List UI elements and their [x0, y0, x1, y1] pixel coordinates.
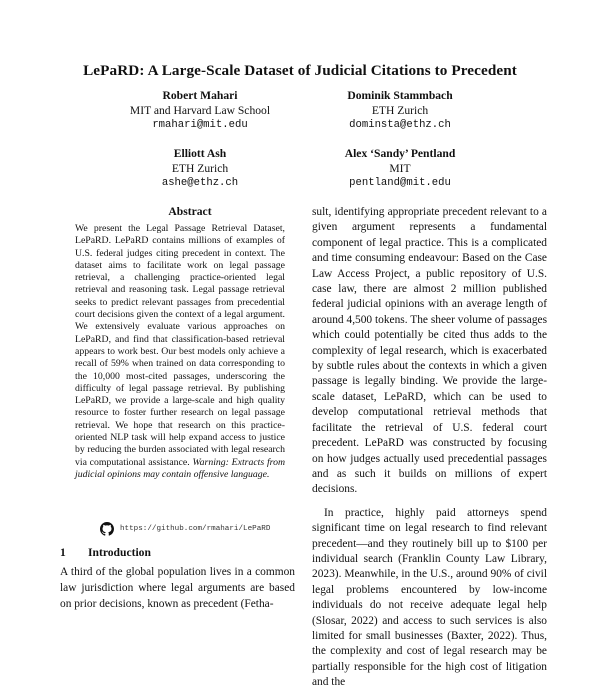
abstract-text: [75, 223, 285, 481]
author-email[interactable]: pentland@mit.edu: [349, 177, 451, 189]
section-title: Introduction: [88, 546, 151, 559]
github-link-row[interactable]: [100, 522, 270, 536]
section-heading: [60, 546, 151, 559]
author-affiliation: ETH Zurich: [171, 162, 229, 175]
author-affiliation: ETH Zurich: [371, 104, 429, 117]
abstract-warning: Warning: Extracts from judicial opinions may contain offensive language.: [75, 456, 286, 480]
author-email[interactable]: dominsta@ethz.ch: [349, 119, 451, 131]
author-affiliation: MIT: [389, 162, 411, 175]
github-icon: [100, 522, 114, 536]
section-number: 1: [60, 546, 66, 559]
author-name: Dominik Stammbach: [347, 89, 453, 102]
paper-title: LePaRD: A Large-Scale Dataset of Judicial Citations to Precedent: [83, 62, 517, 79]
author-block: [280, 88, 520, 133]
author-affiliation: MIT and Harvard Law School: [129, 104, 271, 117]
abstract-heading: Abstract: [168, 205, 212, 218]
intro-paragraph: A third of the global population lives in a common law jurisdiction where legal arguments are based on prior decisions, known as precedent (Fetha-: [60, 566, 295, 610]
body-paragraph: In practice, highly paid attorneys spend significant time on legal research to find relevant precedent—and they routinely bill up to $100 per individual search (Franklin County Law Library, 2023). Meanwhile, in the U.S., around 90% of civil legal problems encountered by low-income individuals do not receive adequate legal help (Slosar, 2022) and access to such services is also limited for small businesses (Baxter, 2022). Thus, the complexity and cost of legal research may be partially responsible for the high cost of litigation and the: [312, 506, 547, 689]
abstract-body: We present the Legal Passage Retrieval Dataset, LePaRD. LePaRD contains millions of examples of U.S. federal judges citing precedent in context. The dataset aims to facilitate work on legal passage retrieval, a challenging practice-oriented legal retrieval and reasoning task. Legal passage retrieval seeks to predict relevant passages from precedential court decisions given the context of a legal argument. We extensively evaluate various approaches on LePaRD, and find that classification-based retrieval appears to work best. Our best models only achieve a recall of 59% when trained on data corresponding to the 10,000 most-cited passages, underscoring the difficulty of legal passage retrieval. By publishing LePaRD, we provide a large-scale and high quality resource to foster further research on legal passage retrieval. We hope that research on this practice-oriented NLP task will help expand access to justice by reducing the burden associated with legal research via computational assistance.: [75, 223, 285, 468]
author-email[interactable]: ashe@ethz.ch: [161, 177, 239, 189]
github-url[interactable]: https://github.com/rmahari/LePaRD: [120, 525, 271, 533]
body-paragraph: sult, identifying appropriate precedent relevant to a given argument represents a fundamental component of legal practice. This is a complicated and time consuming endeavour: Based on the Case Law Access Project, a public repository of U.S. case law, there are almost 2 million published federal judicial opinions with an average length of around 4,500 tokens. The sheer volume of passages which could potentially be cited thus adds to the complexity of legal research, which is exacerbated by subtle rules about the contexts in which a given passage is legally binding. We provide the large-scale dataset, LePaRD, which can be used to develop computational retrieval methods that facilitate the retrieval of U.S. federal court precedent. LePaRD was constructed by focusing on how judges actually used precedential passages and as such it builds on millions of expert decisions.: [312, 206, 547, 496]
author-block: [280, 146, 520, 191]
author-name: Elliott Ash: [173, 147, 227, 160]
right-column: [312, 205, 547, 691]
author-name: Robert Mahari: [162, 89, 238, 102]
author-name: Alex ‘Sandy’ Pentland: [344, 147, 456, 160]
author-email[interactable]: rmahari@mit.edu: [152, 119, 248, 131]
